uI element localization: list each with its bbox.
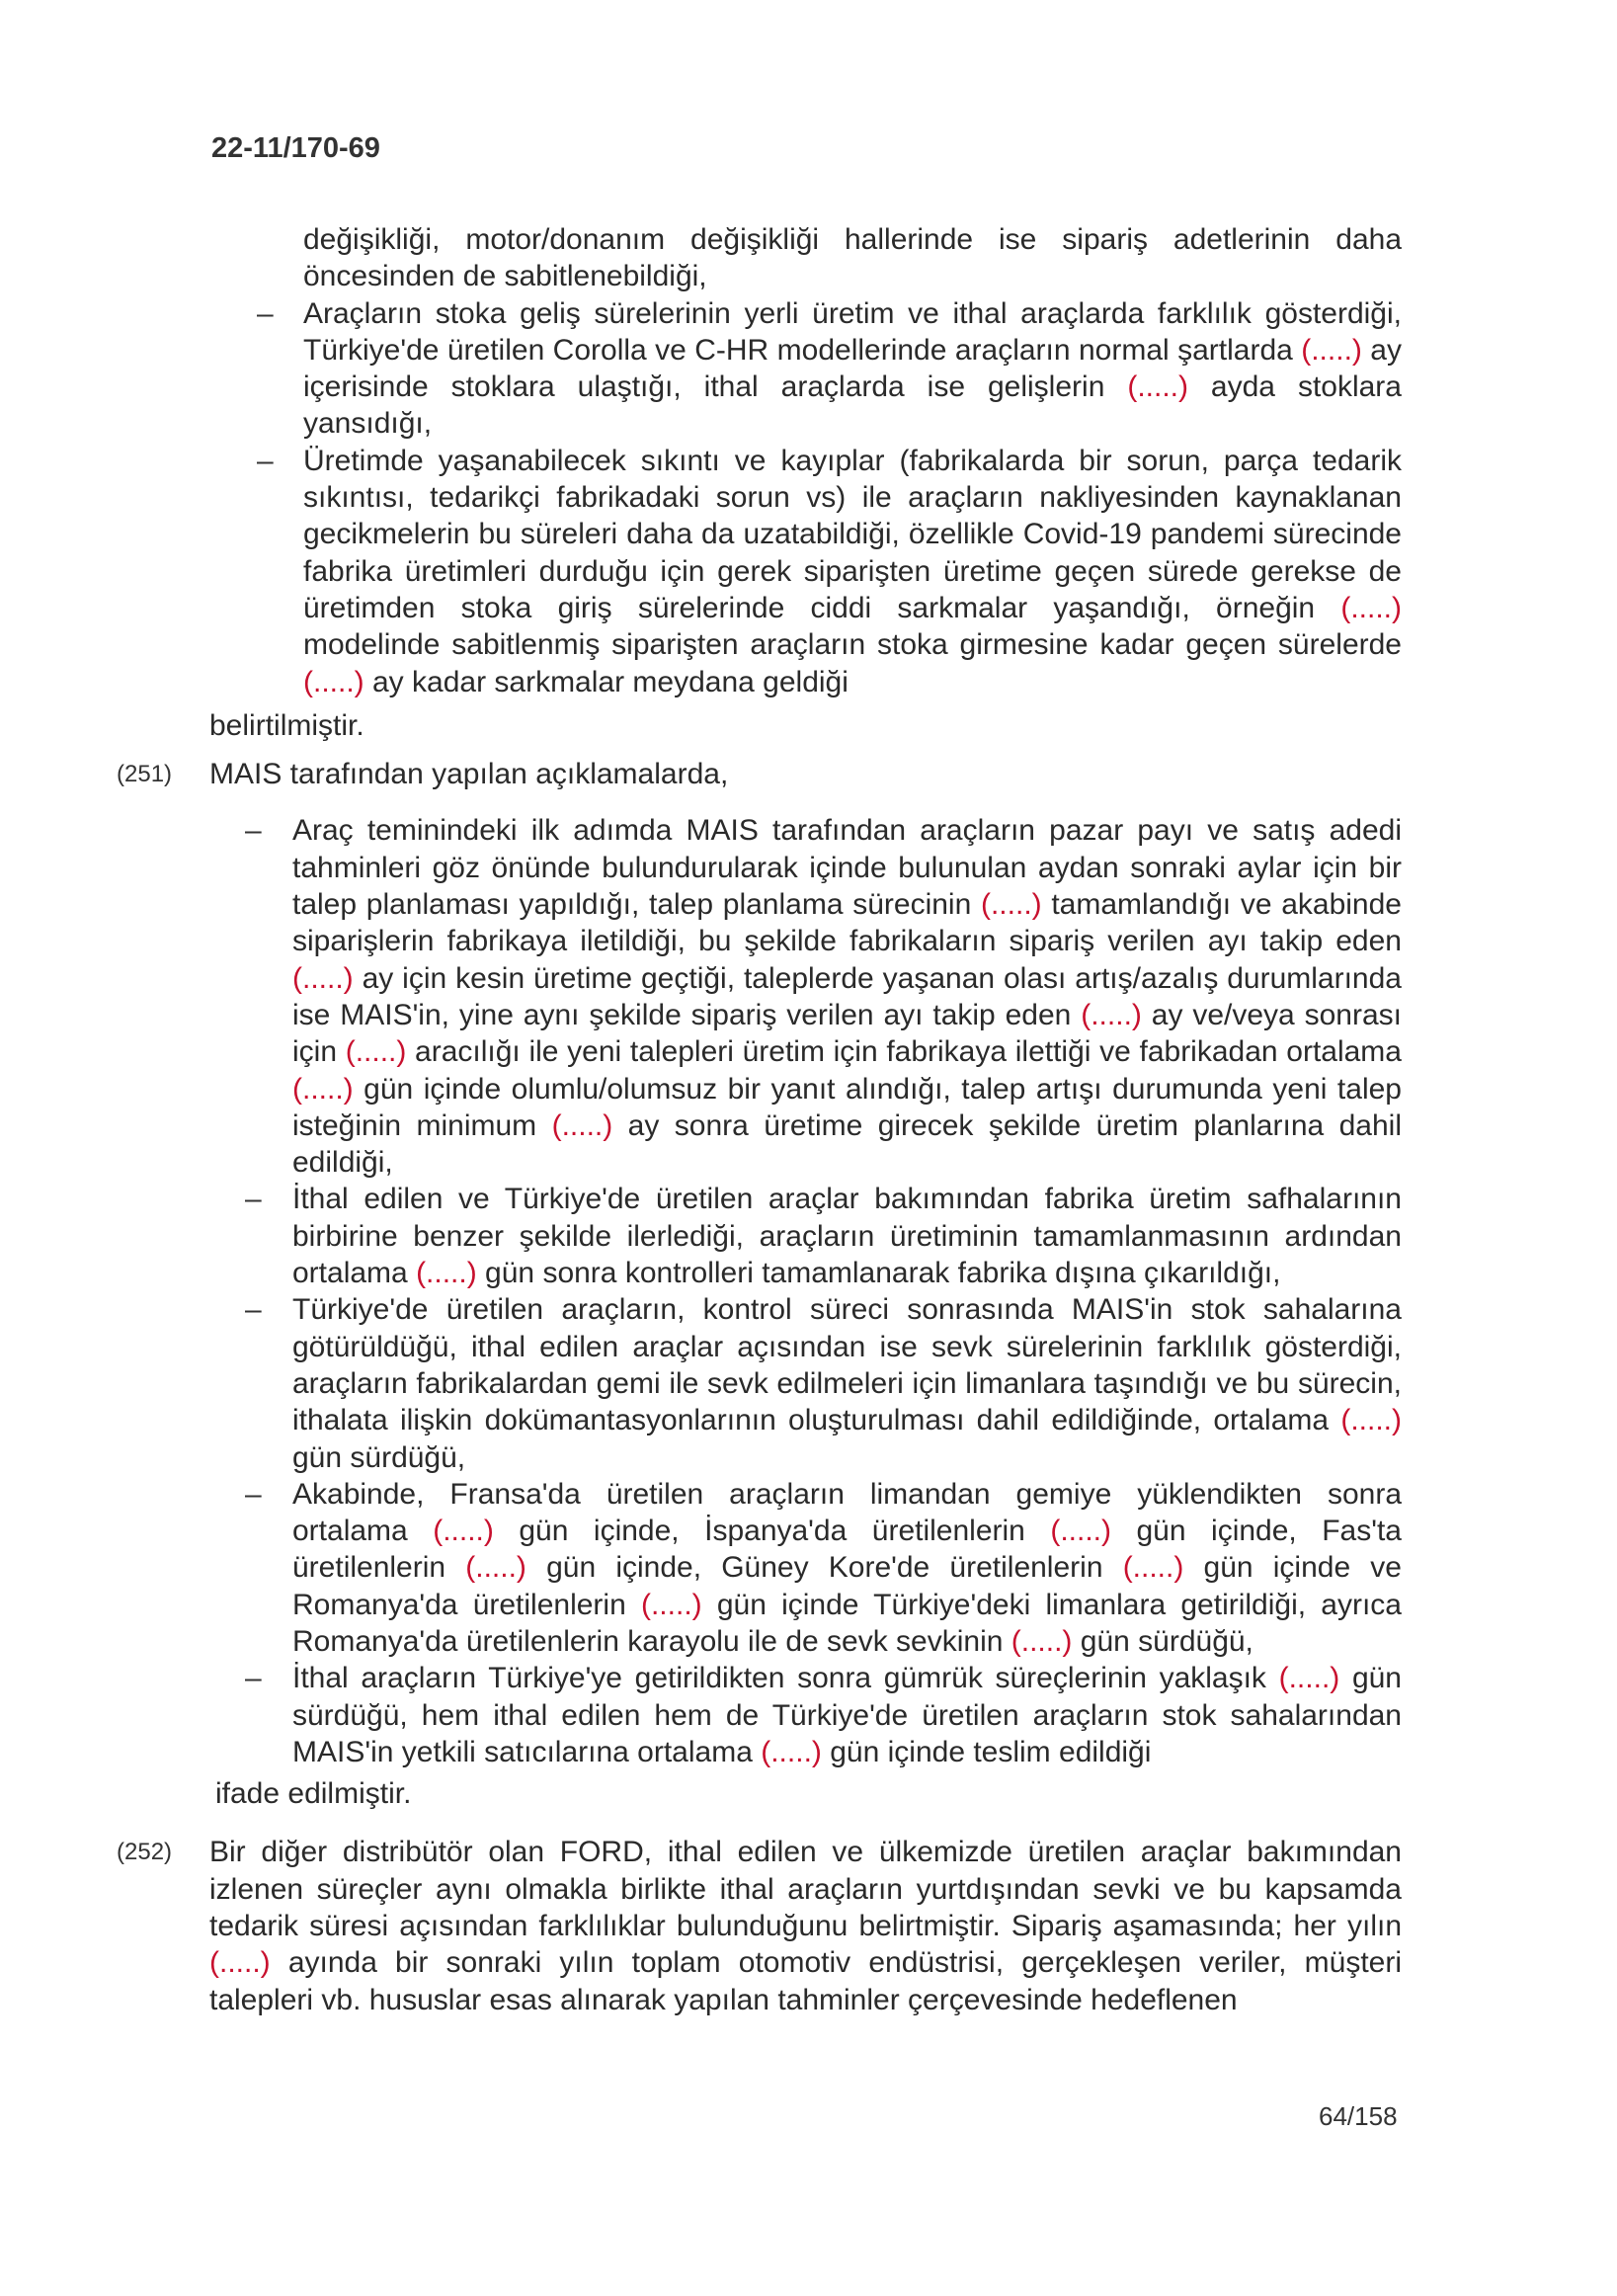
- text-segment: İthal araçların Türkiye'ye getirildikten sonra gümrük süreçlerinin yaklaşık: [292, 1662, 1279, 1695]
- text-segment: gün içinde, Güney Kore'de üretilenlerin: [526, 1551, 1123, 1585]
- text-segment: gün sürdüğü, hem ithal edilen hem de Türkiye'de üretilen araçların stok sahalarından MAIS'in yetkili satıcılarına ortalama: [292, 1662, 1402, 1768]
- text-segment: Akabinde, Fransa'da üretilen araçların limandan gemiye yüklendikten sonra ortalama: [292, 1477, 1402, 1548]
- redaction-placeholder: (.....): [292, 961, 354, 995]
- list-item-text: [292, 1660, 1402, 1770]
- list-item-text: [303, 221, 1402, 295]
- text-segment: Araçların stoka geliş sürelerinin yerli üretim ve ithal araçlarda farklılık gösterdiği, Türkiye'de üretilen Corolla ve C-HR modellerinde araçların normal şartlarda: [303, 296, 1402, 367]
- section-250-closing: belirtilmiştir.: [209, 708, 364, 742]
- text-segment: ay sonra üretime girecek şekilde üretim planlarına dahil edildiği,: [292, 1108, 1402, 1180]
- list-item: [0, 1476, 1617, 1660]
- redaction-placeholder: (.....): [303, 665, 364, 698]
- list-dash: –: [245, 1183, 262, 1216]
- list-item-text: [292, 1476, 1402, 1660]
- redaction-placeholder: (.....): [1301, 333, 1362, 367]
- redaction-placeholder: (.....): [980, 888, 1042, 922]
- list-item-text: [292, 1291, 1402, 1475]
- section-251-list: [0, 812, 1617, 1770]
- list-dash: –: [245, 814, 262, 848]
- text-segment: gün sürdüğü,: [292, 1440, 466, 1474]
- paragraph-251: [0, 756, 1617, 792]
- list-dash: –: [245, 1662, 262, 1695]
- page-number: 64/158: [1319, 2101, 1398, 2131]
- paragraph-text: [209, 1834, 1402, 2017]
- redaction-placeholder: (.....): [292, 1072, 354, 1106]
- list-dash: –: [245, 1293, 262, 1327]
- redaction-placeholder: (.....): [1122, 1551, 1184, 1585]
- text-segment: gün içinde ve Romanya'da üretilenlerin: [292, 1551, 1402, 1621]
- text-segment: gün içinde olumlu/olumsuz bir yanıt alındığı, talep artışı durumunda yeni talep isteğinin minimum: [292, 1072, 1402, 1142]
- list-item: [0, 1291, 1617, 1475]
- list-item-text: [303, 295, 1402, 443]
- text-segment: İthal edilen ve Türkiye'de üretilen araçlar bakımından fabrika üretim safhalarının birbirine benzer şekilde ilerlediği, araçların üretiminin tamamlanmasının ardından ortalama: [292, 1183, 1402, 1290]
- text-segment: Türkiye'de üretilen araçların, kontrol süreci sonrasında MAIS'in stok sahalarına götürüldüğü, ithal edilen araçlar açısından ise sevk sürelerinin farklılık gösterdiği, araçların fabrikalardan gemi ile sevk edilmeleri için limanlara taşındığı ve bu sürecin, ithalata ilişkin dokümantasyonlarının oluşturulması dahil edildiğinde, ortalama: [292, 1293, 1402, 1437]
- redaction-placeholder: (.....): [433, 1515, 494, 1548]
- redaction-placeholder: (.....): [1127, 370, 1188, 404]
- list-dash: –: [257, 444, 274, 477]
- redaction-placeholder: (.....): [416, 1257, 477, 1290]
- redaction-placeholder: (.....): [761, 1735, 822, 1768]
- list-item-text: [292, 1181, 1402, 1291]
- redaction-placeholder: (.....): [640, 1588, 702, 1621]
- text-segment: gün içinde, İspanya'da üretilenlerin: [493, 1515, 1051, 1548]
- text-segment: ay için kesin üretime geçtiği, taleplerde yaşanan olası artış/azalış durumlarında ise MAIS'in, yine aynı şekilde sipariş verilen ayı takip eden: [292, 961, 1402, 1031]
- paragraph-252: [0, 1834, 1617, 2017]
- text-segment: tamamlandığı ve akabinde siparişlerin fabrikaya iletildiği, bu şekilde fabrikaların sipariş verilen ayı takip eden: [292, 888, 1402, 958]
- redaction-placeholder: (.....): [551, 1108, 613, 1142]
- document-number: 22-11/170-69: [211, 132, 380, 164]
- text-segment: gün içinde teslim edildiği: [821, 1735, 1152, 1768]
- list-item-text: [303, 443, 1402, 700]
- list-item-text: [292, 812, 1402, 1181]
- redaction-placeholder: (.....): [1340, 1404, 1402, 1437]
- text-segment: gün sürdüğü,: [1072, 1624, 1253, 1658]
- text-segment: gün içinde Türkiye'deki limanlara getirildiği, ayrıca Romanya'da üretilenlerin karayolu ile de sevk sevkinin: [292, 1588, 1402, 1658]
- text-segment: ayında bir sonraki yılın toplam otomotiv endüstrisi, gerçekleşen veriler, müşteri talepleri vb. hususlar esas alınarak yapılan tahminler çerçevesinde hedeflenen: [209, 1946, 1402, 2016]
- text-segment: değişikliği, motor/donanım değişikliği hallerinde ise sipariş adetlerinin daha öncesinden de sabitlenebildiği,: [303, 223, 1402, 293]
- text-segment: modelinde sabitlenmiş siparişten araçların stoka girmesine kadar geçen sürelerde: [303, 628, 1402, 662]
- list-item: [0, 443, 1617, 700]
- text-segment: ay içerisinde stoklara ulaştığı, ithal araçlarda ise gelişlerin: [303, 333, 1402, 404]
- redaction-placeholder: (.....): [465, 1551, 526, 1585]
- text-segment: gün içinde, Fas'ta üretilenlerin: [292, 1515, 1402, 1585]
- redaction-placeholder: (.....): [1011, 1624, 1073, 1658]
- redaction-placeholder: (.....): [1278, 1662, 1340, 1695]
- text-segment: ayda stoklara yansıdığı,: [303, 370, 1402, 441]
- text-segment: Üretimde yaşanabilecek sıkıntı ve kayıplar (fabrikalarda bir sorun, parça tedarik sıkıntısı, tedarikçi fabrikadaki sorun vs) ile araçların nakliyesinden kaynaklanan gecikmelerin bu süreleri daha da uzatabildiği, özellikle Covid-19 pandemi sürecinde fabrika üretimleri durduğu için gerek siparişten üretime geçen sürede gerekse de üretimden stoka giriş sürelerinde ciddi sarkmalar yaşandığı, örneğin: [303, 444, 1402, 624]
- list-item: [0, 295, 1617, 443]
- text-segment: Araç teminindeki ilk adımda MAIS tarafından araçların pazar payı ve satış adedi tahminleri göz önünde bulundurularak içinde bulunulan aydan sonraki aylar için bir talep planlaması yapıldığı, talep planlama sürecinin: [292, 814, 1402, 922]
- list-dash: –: [245, 1477, 262, 1511]
- text-segment: aracılığı ile yeni talepleri üretim için fabrikaya ilettiği ve fabrikadan ortalama: [406, 1035, 1402, 1069]
- paragraph-intro: MAIS tarafından yapılan açıklamalarda,: [209, 758, 729, 791]
- list-item: [0, 221, 1617, 295]
- text-segment: Bir diğer distribütör olan FORD, ithal edilen ve ülkemizde üretilen araçlar bakımından izlenen süreçler aynı olmakla birlikte ithal araçların yurtdışından sevki ve bu kapsamda tedarik süresi açısından farklılıklar bulunduğunu belirtmiştir. Sipariş aşamasında; her yılın: [209, 1836, 1402, 1943]
- text-segment: ay ve/veya sonrası için: [292, 998, 1402, 1069]
- document-body: [0, 221, 1617, 2018]
- section-250-list: [0, 221, 1617, 700]
- redaction-placeholder: (.....): [1081, 998, 1142, 1031]
- text-segment: ay kadar sarkmalar meydana geldiği: [364, 665, 849, 698]
- redaction-placeholder: (.....): [209, 1946, 271, 1980]
- text-segment: gün sonra kontrolleri tamamlanarak fabrika dışına çıkarıldığı,: [476, 1257, 1281, 1290]
- list-item: [0, 812, 1617, 1181]
- list-item: [0, 1181, 1617, 1291]
- list-item: [0, 1660, 1617, 1770]
- paragraph-number: (252): [117, 1839, 173, 1866]
- redaction-placeholder: (.....): [345, 1035, 407, 1069]
- paragraph-number: (251): [117, 761, 173, 788]
- section-251-closing: ifade edilmiştir.: [215, 1777, 412, 1811]
- redaction-placeholder: (.....): [1050, 1515, 1111, 1548]
- list-dash: –: [257, 296, 274, 330]
- redaction-placeholder: (.....): [1340, 591, 1402, 624]
